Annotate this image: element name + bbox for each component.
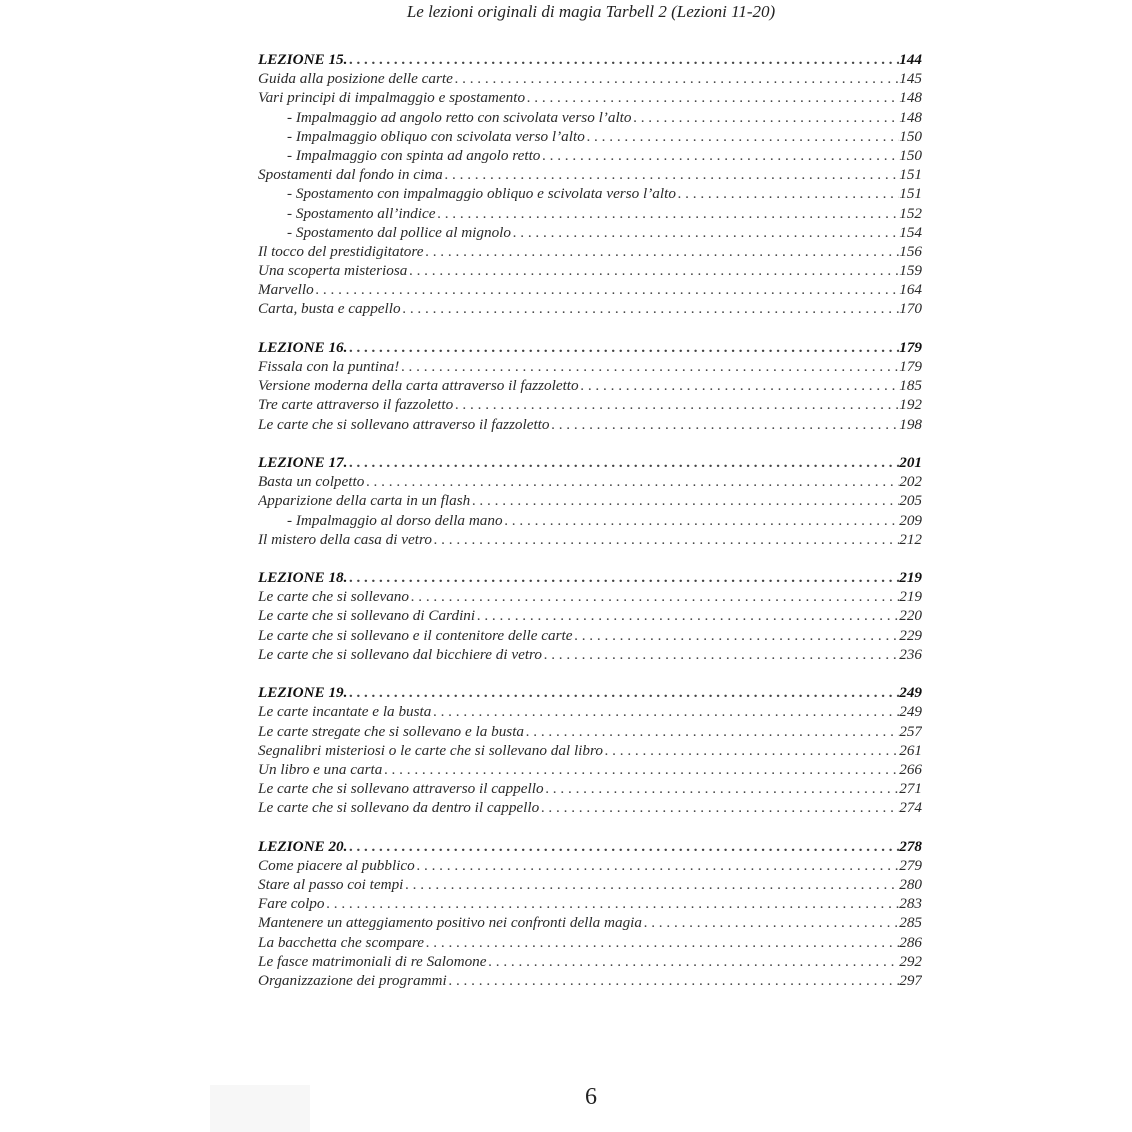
toc-entry-title: La bacchetta che scompare xyxy=(258,933,425,951)
toc-entry-title: Guida alla posizione delle carte xyxy=(258,70,453,88)
toc-entry-page: 278 xyxy=(899,837,922,855)
toc-entry-title: Mantenere un atteggiamento positivo nei confronti della magia xyxy=(258,914,642,932)
toc-entry-page: 145 xyxy=(899,70,922,88)
toc-entry-page: 257 xyxy=(899,722,922,740)
toc-entry-page: 185 xyxy=(899,377,922,395)
dot-leader xyxy=(579,377,900,395)
toc-entry-page: 212 xyxy=(899,530,922,548)
toc-entry-page: 202 xyxy=(899,473,922,491)
toc-entry xyxy=(258,895,922,914)
dot-leader xyxy=(585,128,899,146)
toc-spacer xyxy=(258,320,922,339)
toc-entry-page: 261 xyxy=(899,741,922,759)
toc-entry-title: LEZIONE 18. xyxy=(258,569,348,587)
toc-entry-title: Le carte che si sollevano di Cardini xyxy=(258,607,476,625)
dot-leader xyxy=(453,70,899,88)
toc-entry-title: Come piacere al pubblico xyxy=(258,856,415,874)
toc-entry xyxy=(258,492,922,511)
dot-leader xyxy=(407,262,899,280)
toc-entry-page: 150 xyxy=(899,146,922,164)
toc-subentry xyxy=(258,128,922,147)
toc-lesson-heading xyxy=(258,339,922,358)
toc-entry-title: - Impalmaggio obliquo con scivolata verso l’alto xyxy=(287,127,585,145)
dot-leader xyxy=(347,684,899,702)
toc-entry-page: 179 xyxy=(899,338,922,356)
toc-entry-page: 274 xyxy=(899,799,922,817)
dot-leader xyxy=(325,895,900,913)
dot-leader xyxy=(447,972,899,990)
dot-leader xyxy=(364,473,899,491)
toc-entry-page: 219 xyxy=(899,588,922,606)
toc-entry-page: 229 xyxy=(899,626,922,644)
dot-leader xyxy=(503,512,900,530)
toc-entry-title: Le fasce matrimoniali di re Salomone xyxy=(258,952,487,970)
toc-subentry xyxy=(258,109,922,128)
toc-entry-title: - Spostamento con impalmaggio obliquo e scivolata verso l’alto xyxy=(287,185,676,203)
toc-entry-page: 286 xyxy=(899,933,922,951)
toc-entry-page: 144 xyxy=(899,51,922,68)
toc-subentry xyxy=(258,224,922,243)
toc-entry-page: 271 xyxy=(899,780,922,798)
dot-leader xyxy=(603,742,899,760)
dot-leader xyxy=(511,224,899,242)
toc-entry-title: Marvello xyxy=(258,281,314,299)
toc-entry-page: 249 xyxy=(899,703,922,721)
toc-entry-title: Tre carte attraverso il fazzoletto xyxy=(258,396,454,414)
toc-entry-page: 154 xyxy=(899,223,922,241)
toc-entry-title: Le carte che si sollevano da dentro il cappello xyxy=(258,799,540,817)
toc-entry xyxy=(258,166,922,185)
toc-entry-page: 148 xyxy=(899,89,922,107)
toc-entry-page: 164 xyxy=(899,281,922,299)
dot-leader xyxy=(525,89,899,107)
toc-entry xyxy=(258,972,922,991)
toc-entry-title: Le carte che si sollevano dal bicchiere di vetro xyxy=(258,645,542,663)
toc-entry xyxy=(258,473,922,492)
dot-leader xyxy=(524,723,899,741)
dot-leader xyxy=(424,934,899,952)
dot-leader xyxy=(572,627,899,645)
toc-entry xyxy=(258,588,922,607)
toc-entry xyxy=(258,281,922,300)
toc-entry xyxy=(258,857,922,876)
toc-spacer xyxy=(258,665,922,684)
toc-entry xyxy=(258,70,922,89)
toc-entry-page: 152 xyxy=(899,204,922,222)
toc-entry-page: 219 xyxy=(899,569,922,587)
toc-entry xyxy=(258,780,922,799)
toc-entry xyxy=(258,742,922,761)
toc-entry-page: 220 xyxy=(899,607,922,625)
toc-entry-title: LEZIONE 16. xyxy=(258,338,348,356)
dot-leader xyxy=(347,51,899,69)
toc-entry-title: - Spostamento all’indice xyxy=(287,204,436,222)
toc-entry-page: 201 xyxy=(899,453,922,471)
toc-entry-title: Le carte stregate che si sollevano e la busta xyxy=(258,722,525,740)
dot-leader xyxy=(443,166,899,184)
toc-entry-title: LEZIONE 20. xyxy=(258,837,348,855)
toc-entry xyxy=(258,646,922,665)
toc-entry-title: Segnalibri misteriosi o le carte che si sollevano dal libro xyxy=(258,741,603,759)
toc-entry xyxy=(258,300,922,319)
toc-entry-title: Stare al passo coi tempi xyxy=(258,876,404,894)
toc-lesson-heading xyxy=(258,838,922,857)
dot-leader xyxy=(347,838,899,856)
toc-entry-title: Un libro e una carta xyxy=(258,760,383,778)
toc-subentry xyxy=(258,147,922,166)
toc-entry-page: 170 xyxy=(899,300,922,318)
toc-entry xyxy=(258,723,922,742)
toc-entry-title: - Impalmaggio con spinta ad angolo retto xyxy=(287,146,541,164)
toc-entry xyxy=(258,358,922,377)
toc-lesson-heading xyxy=(258,51,922,70)
dot-leader xyxy=(399,358,899,376)
toc-spacer xyxy=(258,550,922,569)
toc-entry-page: 266 xyxy=(899,760,922,778)
toc-entry xyxy=(258,377,922,396)
dot-leader xyxy=(631,109,899,127)
toc-entry-page: 156 xyxy=(899,242,922,260)
toc-entry-title: LEZIONE 19. xyxy=(258,684,348,702)
toc-entry-page: 179 xyxy=(899,358,922,375)
dot-leader xyxy=(642,914,899,932)
dot-leader xyxy=(347,339,899,357)
toc-lesson-heading xyxy=(258,569,922,588)
toc-entry-title: Le carte incantate e la busta xyxy=(258,703,432,721)
toc-entry-title: Fare colpo xyxy=(258,895,325,913)
toc-entry xyxy=(258,876,922,895)
toc-subentry xyxy=(258,205,922,224)
toc-entry-page: 236 xyxy=(899,645,922,663)
toc-subentry xyxy=(258,512,922,531)
toc-entry xyxy=(258,934,922,953)
toc-entry xyxy=(258,914,922,933)
toc-entry-title: - Spostamento dal pollice al mignolo xyxy=(287,223,511,241)
toc-entry-page: 283 xyxy=(899,895,922,913)
toc-entry-title: Organizzazione dei programmi xyxy=(258,972,447,989)
toc-entry-page: 205 xyxy=(899,492,922,510)
toc-entry xyxy=(258,396,922,415)
toc-entry-page: 280 xyxy=(899,876,922,894)
dot-leader xyxy=(453,396,899,414)
toc-entry-page: 192 xyxy=(899,396,922,414)
toc-spacer xyxy=(258,819,922,838)
toc-entry-page: 151 xyxy=(899,166,922,184)
dot-leader xyxy=(347,454,899,472)
toc-subentry xyxy=(258,185,922,204)
dot-leader xyxy=(470,492,899,510)
toc-entry-title: Le carte che si sollevano xyxy=(258,588,409,606)
toc-entry-title: Una scoperta misteriosa xyxy=(258,262,408,280)
toc-entry-title: Le carte che si sollevano e il contenitore delle carte xyxy=(258,626,573,644)
toc-entry-page: 297 xyxy=(899,972,922,989)
toc-entry xyxy=(258,799,922,818)
toc-entry xyxy=(258,627,922,646)
toc-entry-page: 249 xyxy=(899,684,922,702)
dot-leader xyxy=(487,953,900,971)
toc-entry-title: Spostamenti dal fondo in cima xyxy=(258,166,443,184)
toc-entry xyxy=(258,607,922,626)
dot-leader xyxy=(676,185,899,203)
toc-entry-title: Le carte che si sollevano attraverso il cappello xyxy=(258,780,544,798)
toc-entry-title: Basta un colpetto xyxy=(258,473,365,491)
toc-entry xyxy=(258,243,922,262)
dot-leader xyxy=(403,876,899,894)
toc-entry-page: 279 xyxy=(899,856,922,874)
toc-entry xyxy=(258,89,922,108)
dot-leader xyxy=(415,857,899,875)
toc-entry-page: 159 xyxy=(899,262,922,280)
toc-entry-title: Il tocco del prestidigitatore xyxy=(258,242,424,260)
dot-leader xyxy=(544,780,900,798)
toc-entry xyxy=(258,703,922,722)
dot-leader xyxy=(475,607,899,625)
dot-leader xyxy=(549,416,899,434)
toc-entry xyxy=(258,953,922,972)
dot-leader xyxy=(401,300,900,318)
dot-leader xyxy=(540,147,899,165)
dot-leader xyxy=(431,703,899,721)
toc-entry-title: Vari principi di impalmaggio e spostamento xyxy=(258,89,526,107)
toc-entry-title: LEZIONE 17. xyxy=(258,453,348,471)
toc-entry-page: 292 xyxy=(899,952,922,970)
toc-entry-title: Le carte che si sollevano attraverso il fazzoletto xyxy=(258,415,550,433)
toc-entry-page: 209 xyxy=(899,511,922,529)
toc-lesson-heading xyxy=(258,454,922,473)
page-number: 6 xyxy=(585,1084,597,1110)
toc-entry-title: - Impalmaggio ad angolo retto con scivolata verso l’alto xyxy=(287,108,632,126)
dot-leader xyxy=(542,646,899,664)
toc-entry-title: Carta, busta e cappello xyxy=(258,300,401,318)
toc-entry-title: Il mistero della casa di vetro xyxy=(258,530,432,548)
table-of-contents xyxy=(258,51,922,991)
dot-leader xyxy=(539,799,899,817)
dot-leader xyxy=(432,531,899,549)
toc-entry-page: 150 xyxy=(899,127,922,145)
toc-entry-page: 151 xyxy=(899,185,922,203)
toc-entry-title: LEZIONE 15. xyxy=(258,51,348,68)
running-header: Le lezioni originali di magia Tarbell 2 (Lezioni 11-20) xyxy=(406,2,776,21)
dot-leader xyxy=(435,205,899,223)
toc-entry-page: 198 xyxy=(899,415,922,433)
toc-entry-title: - Impalmaggio al dorso della mano xyxy=(287,511,503,529)
toc-entry-title: Fissala con la puntina! xyxy=(258,358,400,375)
toc-entry-title: Versione moderna della carta attraverso il fazzoletto xyxy=(258,377,579,395)
dot-leader xyxy=(382,761,899,779)
toc-entry-page: 148 xyxy=(899,108,922,126)
toc-spacer xyxy=(258,435,922,454)
toc-entry-page: 285 xyxy=(899,914,922,932)
toc-entry xyxy=(258,761,922,780)
toc-entry-title: Apparizione della carta in un flash xyxy=(258,492,471,510)
dot-leader xyxy=(347,569,899,587)
toc-lesson-heading xyxy=(258,684,922,703)
toc-entry xyxy=(258,531,922,550)
dot-leader xyxy=(409,588,899,606)
toc-entry xyxy=(258,416,922,435)
toc-entry xyxy=(258,262,922,281)
dot-leader xyxy=(423,243,899,261)
dot-leader xyxy=(314,281,900,299)
